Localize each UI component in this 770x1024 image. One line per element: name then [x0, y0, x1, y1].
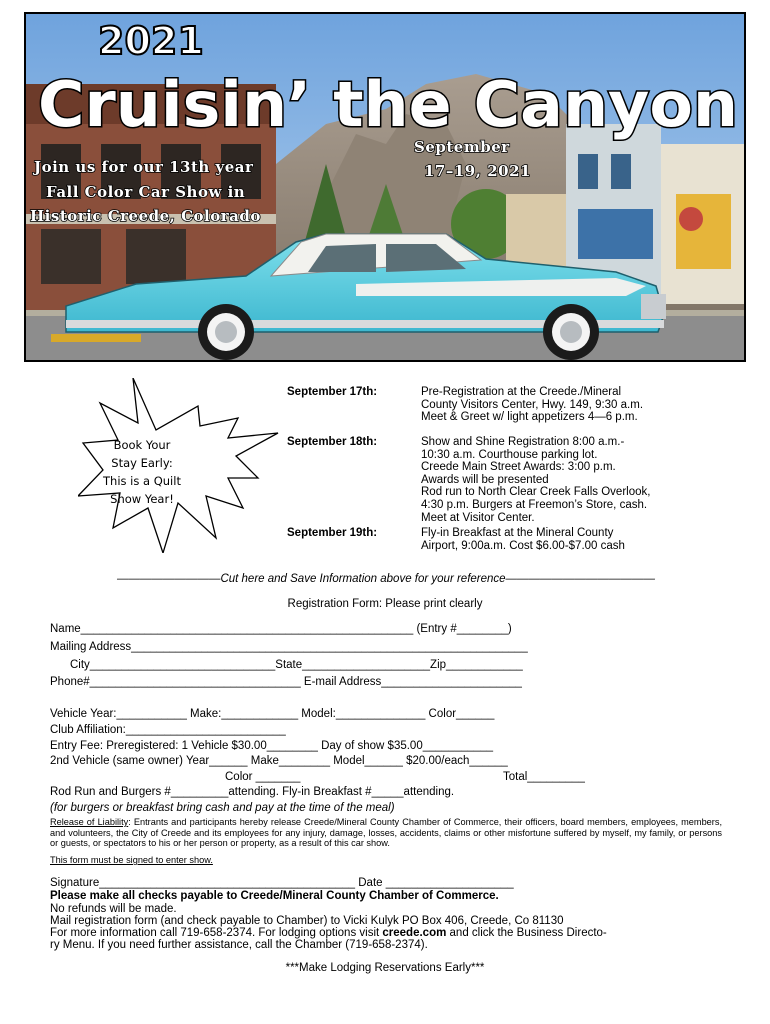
burst-line: Stay Early: [111, 456, 173, 470]
club-affiliation-field[interactable]: Club Affiliation:_________________________ [50, 724, 286, 736]
burst-text [82, 436, 202, 508]
more-info-line-2: ry Menu. If you need further assistance, call the Chamber (719-658-2374). [50, 939, 428, 951]
release-label: Release of Liability [50, 817, 129, 827]
signed-note: This form must be signed to enter show. [50, 855, 213, 865]
website-link[interactable]: creede.com [382, 927, 447, 939]
header-year: 2021 [98, 19, 204, 63]
schedule-line: Show and Shine Registration 8:00 a.m.- [421, 436, 625, 448]
event-date-line-1: September [414, 138, 510, 156]
rodrun-breakfast-field[interactable]: Rod Run and Burgers #_________attending. Fly-in Breakfast #_____attending. [50, 786, 455, 798]
header-photo [24, 12, 746, 362]
schedule-line: Rod run to North Clear Creek Falls Overlook, [421, 486, 651, 499]
schedule-line: County Visitors Center, Hwy. 149, 9:30 a.m. [421, 398, 644, 411]
burst-line: This is a Quilt [103, 474, 181, 488]
tagline-line-1: Join us for our 13th year [34, 158, 254, 176]
vehicle-field[interactable]: Vehicle Year:___________ Make:____________ Model:______________ Color______ [50, 708, 495, 720]
burst-line: Show Year! [110, 492, 174, 506]
cash-note: (for burgers or breakfast bring cash and pay at the time of the meal) [50, 802, 395, 814]
schedule-line: Airport, 9:00a.m. Cost $6.00-$7.00 cash [421, 539, 625, 552]
schedule-line: Awards will be presented [421, 473, 549, 486]
schedule-line: 10:30 a.m. Courthouse parking lot. [421, 448, 598, 461]
second-vehicle-field[interactable]: 2nd Vehicle (same owner) Year______ Make________ Model______ $20.00/each______ [50, 755, 508, 767]
schedule-line: Fly-in Breakfast at the Mineral County [421, 527, 614, 539]
info-text: For more information call 719-658-2374. For lodging options visit [50, 927, 383, 939]
release-text: : Entrants and participants hereby release Creede/Mineral County Chamber of Commerce, their officers, board members, employees, members, and volunteers, the City of Creede and its employees for any injury, damage, losses, accidents, claims or other misfortune suffered by myself, my family, or persons or guests, or spectators to his or her person or property, as a result of this car show. [50, 817, 722, 849]
city-state-zip-field[interactable]: City_____________________________State____________________Zip____________ [70, 659, 523, 671]
schedule-line: Meet & Greet w/ light appetizers 4—6 p.m. [421, 411, 638, 424]
signature-date-field[interactable]: Signature________________________________________ Date ____________________ [50, 877, 514, 889]
info-text: and click the Business Directo- [446, 927, 607, 939]
schedule-details-3 [421, 527, 625, 552]
tagline-line-2: Fall Color Car Show in [46, 183, 246, 201]
more-info [50, 927, 607, 939]
release-of-liability [50, 817, 722, 849]
mail-instructions: Mail registration form (and check payable to Chamber) to Vicki Kulyk PO Box 406, Creede, Co 81130 [50, 915, 564, 927]
burst-line: Book Your [113, 438, 171, 452]
car-show-photo [26, 14, 744, 360]
schedule-details-1 [421, 386, 643, 424]
second-vehicle-color-field[interactable]: Color _______ [225, 771, 301, 783]
schedule-line: Meet at Visitor Center. [421, 511, 535, 524]
phone-email-field[interactable]: Phone#_________________________________ E-mail Address______________________ [50, 676, 522, 688]
schedule-details-2 [421, 436, 650, 524]
lodging-note: ***Make Lodging Reservations Early*** [285, 962, 485, 974]
schedule-line: Pre-Registration at the Creede./Mineral [421, 386, 622, 398]
name-field[interactable]: Name____________________________________________________ (Entry #________) [50, 623, 512, 635]
header-title: Cruisin’ the Canyon [38, 68, 738, 141]
schedule-date-1: September 17th: [287, 386, 378, 398]
mailing-address-field[interactable]: Mailing Address______________________________________________________________ [50, 641, 528, 653]
schedule-date-2: September 18th: [287, 436, 378, 448]
form-heading: Registration Form: Please print clearly [287, 598, 483, 610]
tagline-line-3: Historic Creede, Colorado [30, 207, 261, 225]
event-date-line-2: 17–19, 2021 [424, 162, 531, 180]
refund-note: No refunds will be made. [50, 903, 177, 915]
total-field[interactable]: Total_________ [503, 771, 585, 783]
schedule-line: 4:30 p.m. Burgers at Freemon’s Store, cash. [421, 498, 648, 511]
cut-line: —————————Cut here and Save Information above for your reference————————————— [116, 573, 656, 585]
entry-fee-field[interactable]: Entry Fee: Preregistered: 1 Vehicle $30.00________ Day of show $35.00___________ [50, 740, 494, 752]
checks-payable-note: Please make all checks payable to Creede/Mineral County Chamber of Commerce. [50, 890, 499, 902]
schedule-date-3: September 19th: [287, 527, 378, 539]
schedule-line: Creede Main Street Awards: 3:00 p.m. [421, 461, 616, 474]
